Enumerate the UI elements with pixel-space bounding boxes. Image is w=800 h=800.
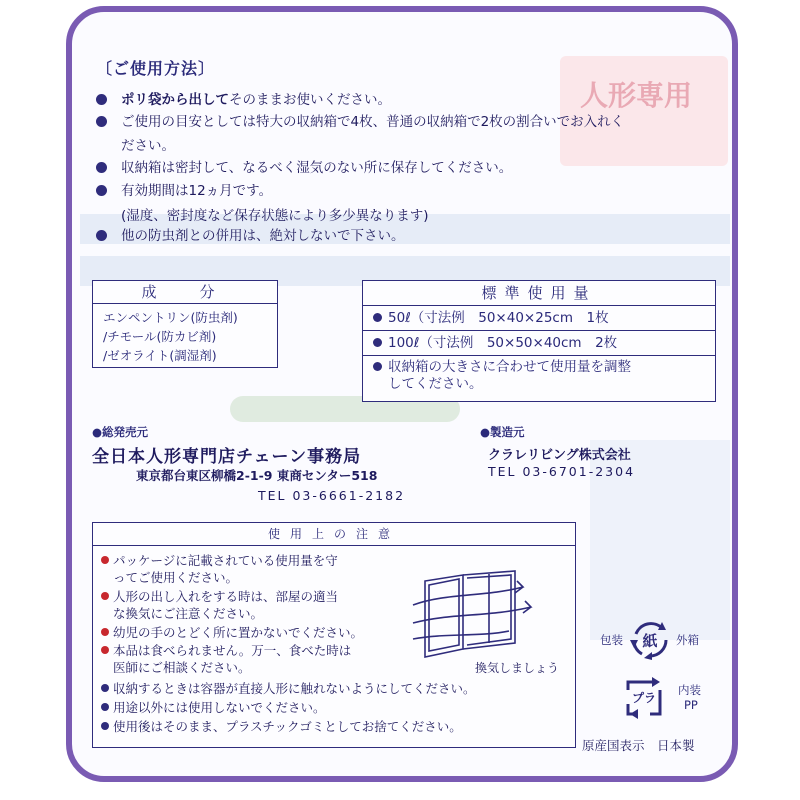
caution-item-1: パッケージに記載されている使用量を守 bbox=[101, 553, 338, 569]
caution-item-4-cont: 医師にご相談ください。 bbox=[113, 660, 251, 675]
bullet-icon bbox=[96, 185, 107, 196]
ventilate-caption: 換気しましょう bbox=[475, 661, 560, 675]
usage-item-4-cont: (湿度、密封度など保存状態により多少異なります) bbox=[121, 208, 429, 224]
origin-label: 原産国表示 日本製 bbox=[582, 738, 695, 753]
bullet-icon bbox=[96, 230, 107, 241]
ingredient-line: エンペントリン(防虫剤) bbox=[103, 310, 238, 325]
bullet-icon bbox=[96, 162, 107, 173]
caution-item-4: 本品は食べられません。万一、食べた時は bbox=[101, 643, 351, 659]
red-bullet-icon bbox=[101, 646, 109, 654]
usage-item-2: ご使用の目安としては特大の収納箱で4枚、普通の収納箱で2枚の割合いでお入れく bbox=[96, 112, 624, 132]
caution-item-2: 人形の出し入れをする時は、部屋の適当 bbox=[101, 589, 338, 605]
plastic-recycle-icon bbox=[622, 676, 666, 720]
usage-note: 収納箱の大きさに合わせて使用量を調整 してください。 bbox=[363, 356, 715, 393]
standard-usage-title: 標準使用量 bbox=[363, 281, 715, 306]
red-bullet-icon bbox=[101, 556, 109, 564]
navy-bullet-icon bbox=[101, 722, 109, 730]
usage-item-2-cont: ださい。 bbox=[121, 138, 175, 154]
paper-post-label: 外箱 bbox=[676, 633, 699, 647]
caution-item-3: 幼児の手のとどく所に置かないでください。 bbox=[101, 625, 363, 641]
caution-item-6: 用途以外には使用しないでください。 bbox=[101, 700, 326, 716]
seller-label: ●総発売元 bbox=[92, 425, 149, 439]
caution-item-7: 使用後はそのまま、プラスチックゴミとしてお捨てください。 bbox=[101, 719, 462, 735]
ingredients-title: 成 分 bbox=[93, 281, 277, 304]
standard-usage-box bbox=[362, 280, 716, 402]
usage-item-4: 有効期間は12ヵ月です。 bbox=[96, 181, 272, 201]
seller-address: 東京都台東区柳橋2-1-9 東商センター518 bbox=[136, 468, 378, 483]
window-ventilation-icon bbox=[405, 553, 565, 663]
seller-name: 全日本人形専門店チェーン事務局 bbox=[92, 447, 362, 467]
caution-item-2-cont: な換気にご注意ください。 bbox=[113, 606, 264, 621]
caution-box bbox=[92, 522, 576, 748]
seller-tel: TEL 03-6661-2182 bbox=[258, 488, 406, 503]
maker-tel: TEL 03-6701-2304 bbox=[488, 464, 636, 479]
caution-title: 使用上の注意 bbox=[93, 523, 575, 546]
caution-item-1-cont: ってご使用ください。 bbox=[113, 570, 239, 585]
navy-bullet-icon bbox=[101, 684, 109, 692]
ingredients-box bbox=[92, 280, 278, 368]
bullet-icon bbox=[373, 313, 382, 322]
usage-title: 〔ご使用方法〕 bbox=[96, 59, 216, 78]
paper-symbol: 紙 bbox=[642, 632, 658, 650]
bullet-icon bbox=[96, 116, 107, 127]
bullet-icon bbox=[96, 94, 107, 105]
ghost-title: 人形専用 bbox=[580, 79, 693, 112]
navy-bullet-icon bbox=[101, 703, 109, 711]
paper-pre-label: 包装 bbox=[600, 633, 623, 647]
ingredient-line: /チモール(防カビ剤) bbox=[103, 329, 217, 344]
usage-item-3: 収納箱は密封して、なるべく湿気のない所に保存してください。 bbox=[96, 158, 512, 178]
red-bullet-icon bbox=[101, 628, 109, 636]
paper-recycle-icon bbox=[628, 618, 672, 662]
ingredient-line: /ゼオライト(調湿剤) bbox=[103, 348, 217, 363]
plastic-material: PP bbox=[684, 698, 698, 712]
usage-item-5: 他の防虫剤との併用は、絶対しないで下さい。 bbox=[96, 226, 405, 246]
caution-item-5: 収納するときは容器が直接人形に触れないようにしてください。 bbox=[101, 681, 476, 697]
usage-row-50: 50ℓ（寸法例 50×40×25cm 1枚 bbox=[363, 306, 715, 331]
red-bullet-icon bbox=[101, 592, 109, 600]
bullet-icon bbox=[373, 338, 382, 347]
bullet-icon bbox=[373, 362, 382, 371]
usage-row-100: 100ℓ（寸法例 50×50×40cm 2枚 bbox=[363, 331, 715, 356]
plastic-label: 内装 bbox=[678, 683, 701, 697]
plastic-symbol: プラ bbox=[631, 691, 656, 705]
usage-item-1: ポリ袋から出してそのままお使いください。 bbox=[96, 90, 391, 110]
maker-label: ●製造元 bbox=[480, 425, 525, 439]
maker-name: クラレリビング株式会社 bbox=[488, 448, 631, 463]
